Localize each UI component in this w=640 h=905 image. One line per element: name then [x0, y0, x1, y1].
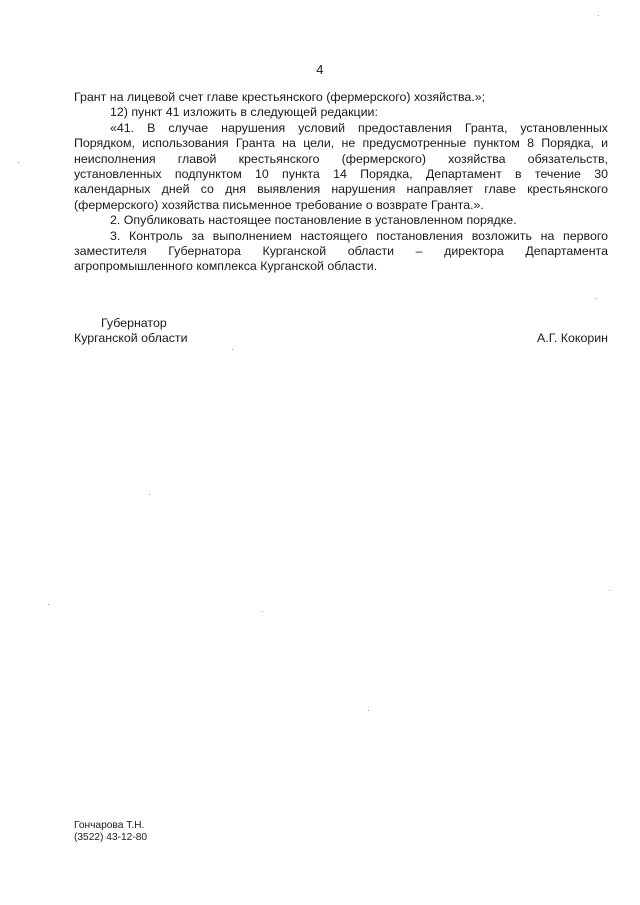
text-line: 2. Опубликовать настоящее постановление в установленном порядке.: [110, 213, 517, 228]
scan-speck: [598, 15, 599, 16]
text-line: «41. В случае нарушения условий предоставления Гранта, установленных: [110, 120, 608, 135]
text-line: календарных дней со дня выявления нарушения направляет главе крестьянского: [74, 182, 608, 197]
scan-speck: [149, 494, 150, 495]
scan-speck: [262, 611, 263, 612]
signature-title-line2: Курганской области: [74, 331, 188, 345]
scan-speck: [232, 349, 233, 350]
scan-speck: [18, 162, 19, 163]
scan-speck: [609, 590, 610, 591]
footer-author: Гончарова Т.Н.: [74, 820, 145, 831]
text-line: (фермерского) хозяйства письменное требование о возврате Гранта.».: [74, 197, 484, 212]
footer-phone: (3522) 43-12-80: [74, 832, 148, 843]
text-line: агропромышленного комплекса Курганской области.: [74, 259, 378, 274]
scan-speck: [596, 298, 597, 299]
text-line: неисполнения главой крестьянского (фермерского) хозяйства обязательств,: [74, 151, 608, 166]
scan-speck: [48, 604, 49, 605]
page-number: 4: [316, 62, 324, 77]
text-line: установленных подпунктом 10 пункта 14 Порядка, Департамент в течение 30: [74, 166, 608, 181]
text-line: 12) пункт 41 изложить в следующей редакции:: [110, 105, 378, 120]
text-line: 3. Контроль за выполнением настоящего постановления возложить на первого: [110, 228, 608, 243]
signature-title-line1: Губернатор: [101, 316, 167, 330]
text-line: Порядком, использования Гранта на цели, не предусмотренные пунктом 8 Порядка, и: [74, 136, 608, 151]
scan-speck: [368, 710, 369, 711]
text-line: Грант на лицевой счет главе крестьянского (фермерского) хозяйства.»;: [74, 90, 486, 104]
document-body: [74, 90, 608, 275]
text-line: заместителя Губернатора Курганской области – директора Департамента: [74, 243, 608, 258]
signature-name: А.Г. Кокорин: [536, 331, 608, 345]
